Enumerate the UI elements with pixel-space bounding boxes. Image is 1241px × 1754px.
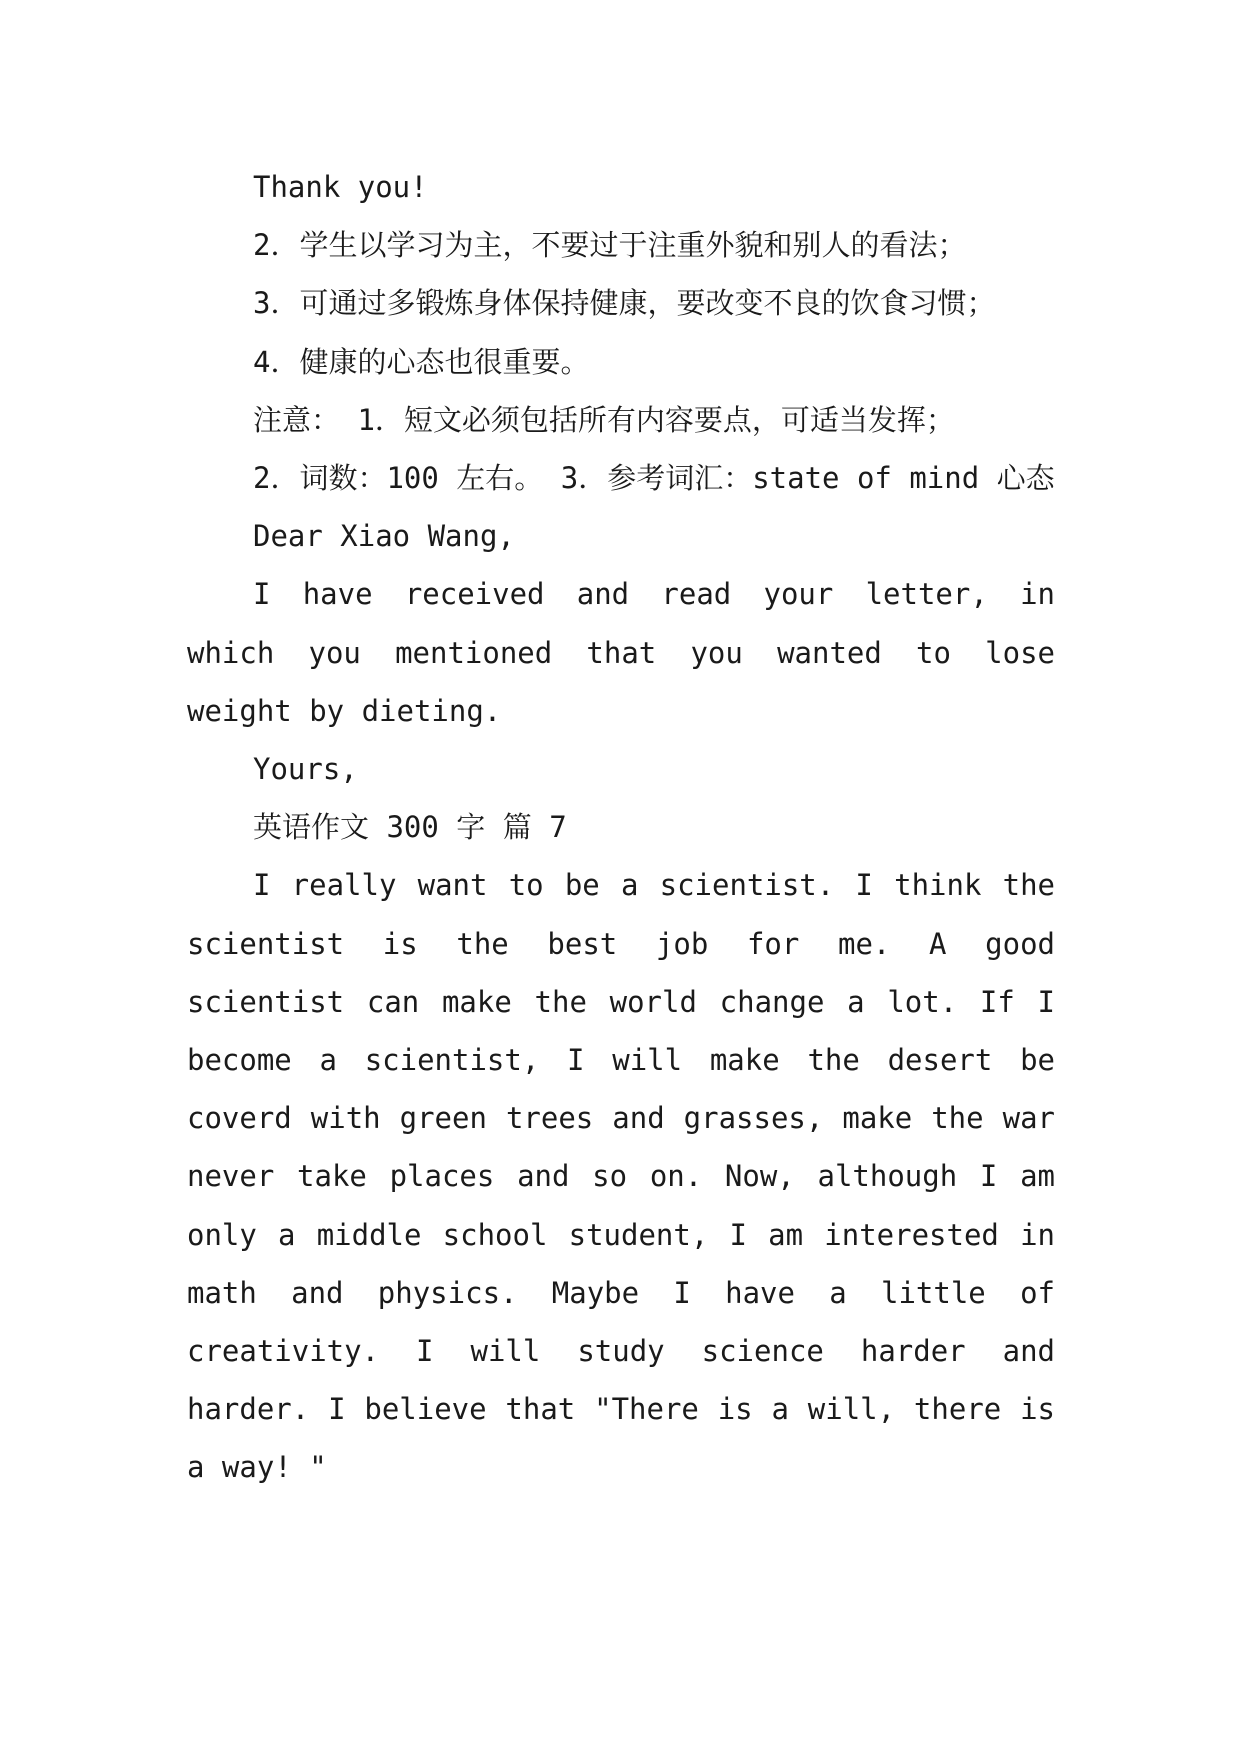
point-2-line: 2．学生以学习为主，不要过于注重外貌和别人的看法；	[253, 228, 967, 263]
note-2-paragraph: 2．词数：100 左右。 3．参考词汇：state of mind 心态	[253, 461, 1055, 496]
letter-body-paragraph: I have received and read your letter, in which you mentioned that you wanted to lose weight by dieting.	[187, 577, 1055, 728]
document-page	[187, 158, 1055, 1497]
essay-body-paragraph: I really want to be a scientist. I think the scientist is the best job for me. A good scientist can make the world change a lot. If I become a scientist, I will make the desert be coverd with green trees and grasses, make the war never take places and so on. Now, although I am only a middle school student, I am interested in math and physics. Maybe I have a little of creativity. I will study science harder and harder. I believe that "There is a will, there is a way! "	[187, 868, 1055, 1485]
point-3-paragraph: 3．可通过多锻炼身体保持健康，要改变不良的饮食习惯；	[253, 286, 996, 321]
salutation-line: Dear Xiao Wang,	[253, 519, 515, 554]
closing-line: Yours,	[253, 752, 358, 787]
note-1-line: 注意： 1．短文必须包括所有内容要点，可适当发挥；	[253, 402, 955, 437]
essay-heading: 英语作文 300 字 篇 7	[253, 810, 567, 845]
point-4-line: 4．健康的心态也很重要。	[253, 344, 590, 379]
thank-you-line: Thank you!	[253, 170, 428, 204]
